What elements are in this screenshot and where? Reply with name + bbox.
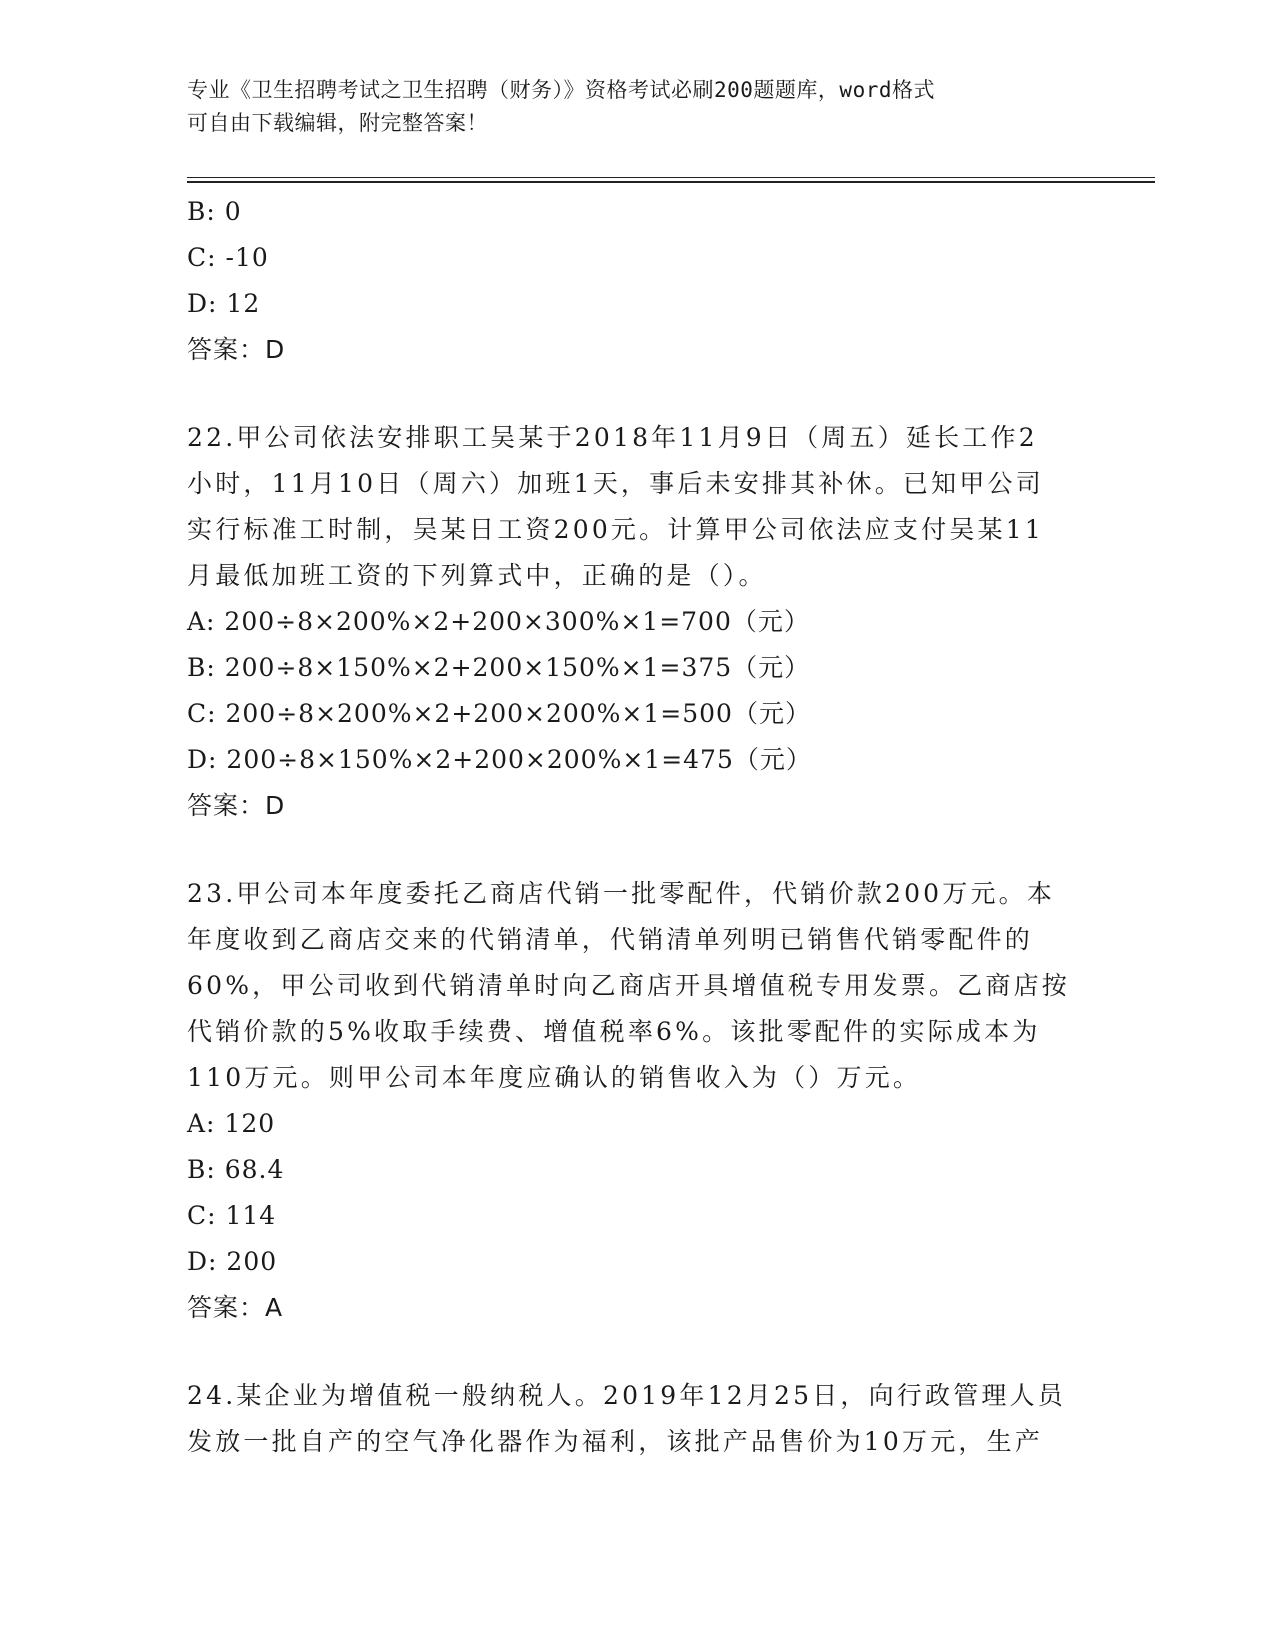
question-23 (187, 871, 1087, 1331)
option-c: C: -10 (187, 243, 269, 272)
option-b: B: 200÷8×150%×2+200×150%×1=375（元） (187, 653, 811, 682)
option-c: C: 200÷8×200%×2+200×200%×1=500（元） (187, 699, 811, 728)
answer-line: 答案：D (187, 335, 286, 364)
header-line-2: 可自由下载编辑，附完整答案！ (187, 111, 488, 135)
question-21-continuation (187, 189, 1087, 373)
option-a: A: 200÷8×200%×2+200×300%×1=700（元） (187, 607, 810, 636)
stem-line: 发放一批自产的空气净化器作为福利，该批产品售价为10万元，生产 (187, 1427, 1044, 1456)
stem-line: 代销价款的5%收取手续费、增值税率6%。该批零配件的实际成本为 (187, 1017, 1041, 1046)
stem-line: 22.甲公司依法安排职工吴某于2018年11月9日（周五）延长工作2 (187, 423, 1038, 452)
question-22 (187, 415, 1087, 829)
option-b: B: 0 (187, 197, 242, 226)
header-divider-thick (187, 181, 1155, 183)
question-stem (187, 871, 1087, 1101)
answer-line: 答案：A (187, 1293, 284, 1322)
stem-line: 110万元。则甲公司本年度应确认的销售收入为（）万元。 (187, 1063, 922, 1092)
header-line-1: 专业《卫生招聘考试之卫生招聘（财务）》资格考试必刷200题题库，word格式 (187, 78, 935, 102)
stem-line: 月最低加班工资的下列算式中，正确的是（）。 (187, 561, 767, 590)
question-stem (187, 415, 1087, 599)
header-divider-thin (187, 177, 1155, 178)
stem-line: 小时，11月10日（周六）加班1天，事后未安排其补休。已知甲公司 (187, 469, 1044, 498)
stem-line: 23.甲公司本年度委托乙商店代销一批零配件，代销价款200万元。本 (187, 879, 1056, 908)
stem-line: 24.某企业为增值税一般纳税人。2019年12月25日，向行政管理人员 (187, 1381, 1067, 1410)
stem-line: 60%，甲公司收到代销清单时向乙商店开具增值税专用发票。乙商店按 (187, 971, 1070, 1000)
option-d: D: 12 (187, 289, 261, 318)
option-c: C: 114 (187, 1201, 277, 1230)
question-content (187, 189, 1087, 1465)
stem-line: 实行标准工时制，吴某日工资200元。计算甲公司依法应支付吴某11 (187, 515, 1044, 544)
option-d: D: 200 (187, 1247, 278, 1276)
option-a: A: 120 (187, 1109, 276, 1138)
page-header (187, 74, 1087, 140)
stem-line: 年度收到乙商店交来的代销清单，代销清单列明已销售代销零配件的 (187, 925, 1034, 954)
question-24 (187, 1373, 1087, 1465)
answer-line: 答案：D (187, 791, 286, 820)
question-stem (187, 1373, 1087, 1465)
option-b: B: 68.4 (187, 1155, 285, 1184)
option-d: D: 200÷8×150%×2+200×200%×1=475（元） (187, 745, 812, 774)
